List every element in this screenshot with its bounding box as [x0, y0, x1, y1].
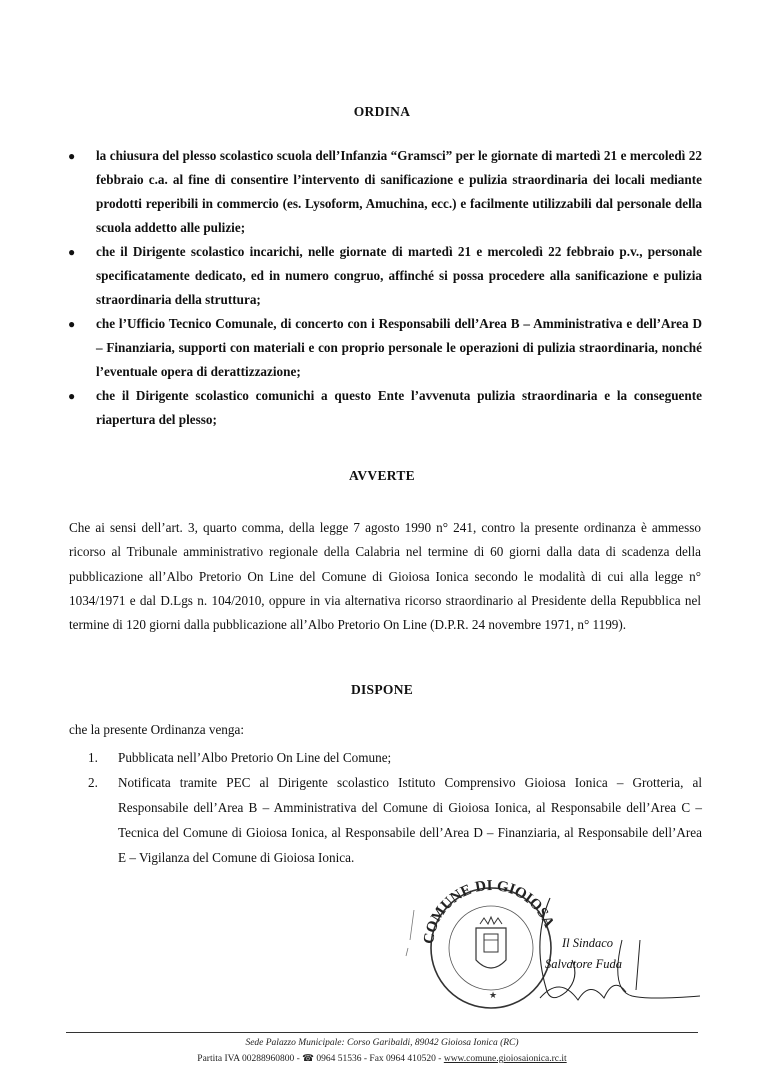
- dispone-heading: DISPONE: [350, 682, 414, 697]
- dispone-item: 1. Pubblicata nell’Albo Pretorio On Line del Comune;: [88, 750, 392, 765]
- bullet-icon: ●: [68, 245, 76, 259]
- svg-text:COMUNE DI GIOIOSA: COMUNE DI GIOIOSA: [421, 880, 557, 945]
- dispone-list: [88, 745, 702, 870]
- signature-name: Salvatore Fuda: [545, 957, 622, 971]
- municipal-stamp-icon: [400, 880, 700, 1015]
- svg-text:★: ★: [489, 990, 498, 1000]
- avverte-heading: AVVERTE: [349, 468, 415, 483]
- footer-phone: 0964 51536 - Fax 0964 410520 -: [316, 1054, 442, 1064]
- ordina-item: ● la chiusura del plesso scolastico scuola dell’Infanzia “Gramsci” per le giornate di martedì 21 e mercoledì 22 febbraio c.a. al fine di consentire l’intervento di sanificazione e pulizia straordinaria dei locali mediante prodotti reperibili in commercio (es. Lysoform, Amuchina, ecc.) e facilmente utilizzabili dal personale della scuola addetto alle pulizie;: [62, 144, 702, 240]
- dispone-item: 2. Notificata tramite PEC al Dirigente scolastico Istituto Comprensivo Gioiosa Ionica – Grotteria, al Responsabile dell’Area B – Amministrativa del Comune di Gioiosa Ionica, al Responsabile dell’Area C – Tecnica del Comune di Gioiosa Ionica, al Responsabile dell’Area D – Finanziaria, al Responsabile dell’Area E – Vigilanza del Comune di Gioiosa Ionica.: [88, 775, 702, 865]
- footer-vat: Partita IVA 00288960800 -: [197, 1054, 300, 1064]
- footer-website-link[interactable]: www.comune.gioiosaionica.rc.it: [443, 1054, 567, 1064]
- dispone-intro: che la presente Ordinanza venga:: [69, 722, 245, 737]
- signature-block: [400, 880, 700, 1015]
- telephone-icon: ☎: [302, 1054, 314, 1064]
- ordina-list: [62, 144, 702, 432]
- ordina-item: ● che l’Ufficio Tecnico Comunale, di concerto con i Responsabili dell’Area B – Amministrativa e dell’Area D – Finanziaria, supporti con materiali e con proprio personale le operazioni di pulizia straordinaria, nonché l’eventuale opera di derattizzazione;: [62, 312, 702, 384]
- footer-divider: [66, 1032, 698, 1033]
- avverte-paragraph: Che ai sensi dell’art. 3, quarto comma, della legge 7 agosto 1990 n° 241, contro la presente ordinanza è ammesso ricorso al Tribunale amministrativo regionale della Calabria nel termine di 60 giorni dalla data di scadenza della pubblicazione all’Albo Pretorio On Line del Comune di Gioiosa Ionica secondo le modalità di cui alla legge n° 1034/1971 e dal D.Lgs n. 104/2010, oppure in via alternativa ricorso straordinario al Presidente della Repubblica nel termine di 120 giorni dalla pubblicazione all’Albo Pretorio On Line (D.P.R. 24 novembre 1971, n° 1199).: [69, 520, 701, 633]
- bullet-icon: ●: [68, 317, 76, 331]
- footer-address: Sede Palazzo Municipale: Corso Garibaldi, 89042 Gioiosa Ionica (RC): [245, 1038, 519, 1048]
- signature-title: Il Sindaco: [562, 936, 614, 950]
- ordina-item: ● che il Dirigente scolastico incarichi, nelle giornate di martedì 21 e mercoledì 22 febbraio p.v., personale specificatamente dedicato, ed in numero congruo, affinché si possa procedere alla sanificazione e pulizia straordinaria della struttura;: [62, 240, 702, 312]
- bullet-icon: ●: [68, 389, 76, 403]
- ordina-item: ● che il Dirigente scolastico comunichi a questo Ente l’avvenuta pulizia straordinaria e la conseguente riapertura del plesso;: [62, 384, 702, 432]
- bullet-icon: ●: [68, 149, 76, 163]
- ordina-heading: ORDINA: [353, 104, 411, 119]
- footer-contacts: [0, 1053, 764, 1064]
